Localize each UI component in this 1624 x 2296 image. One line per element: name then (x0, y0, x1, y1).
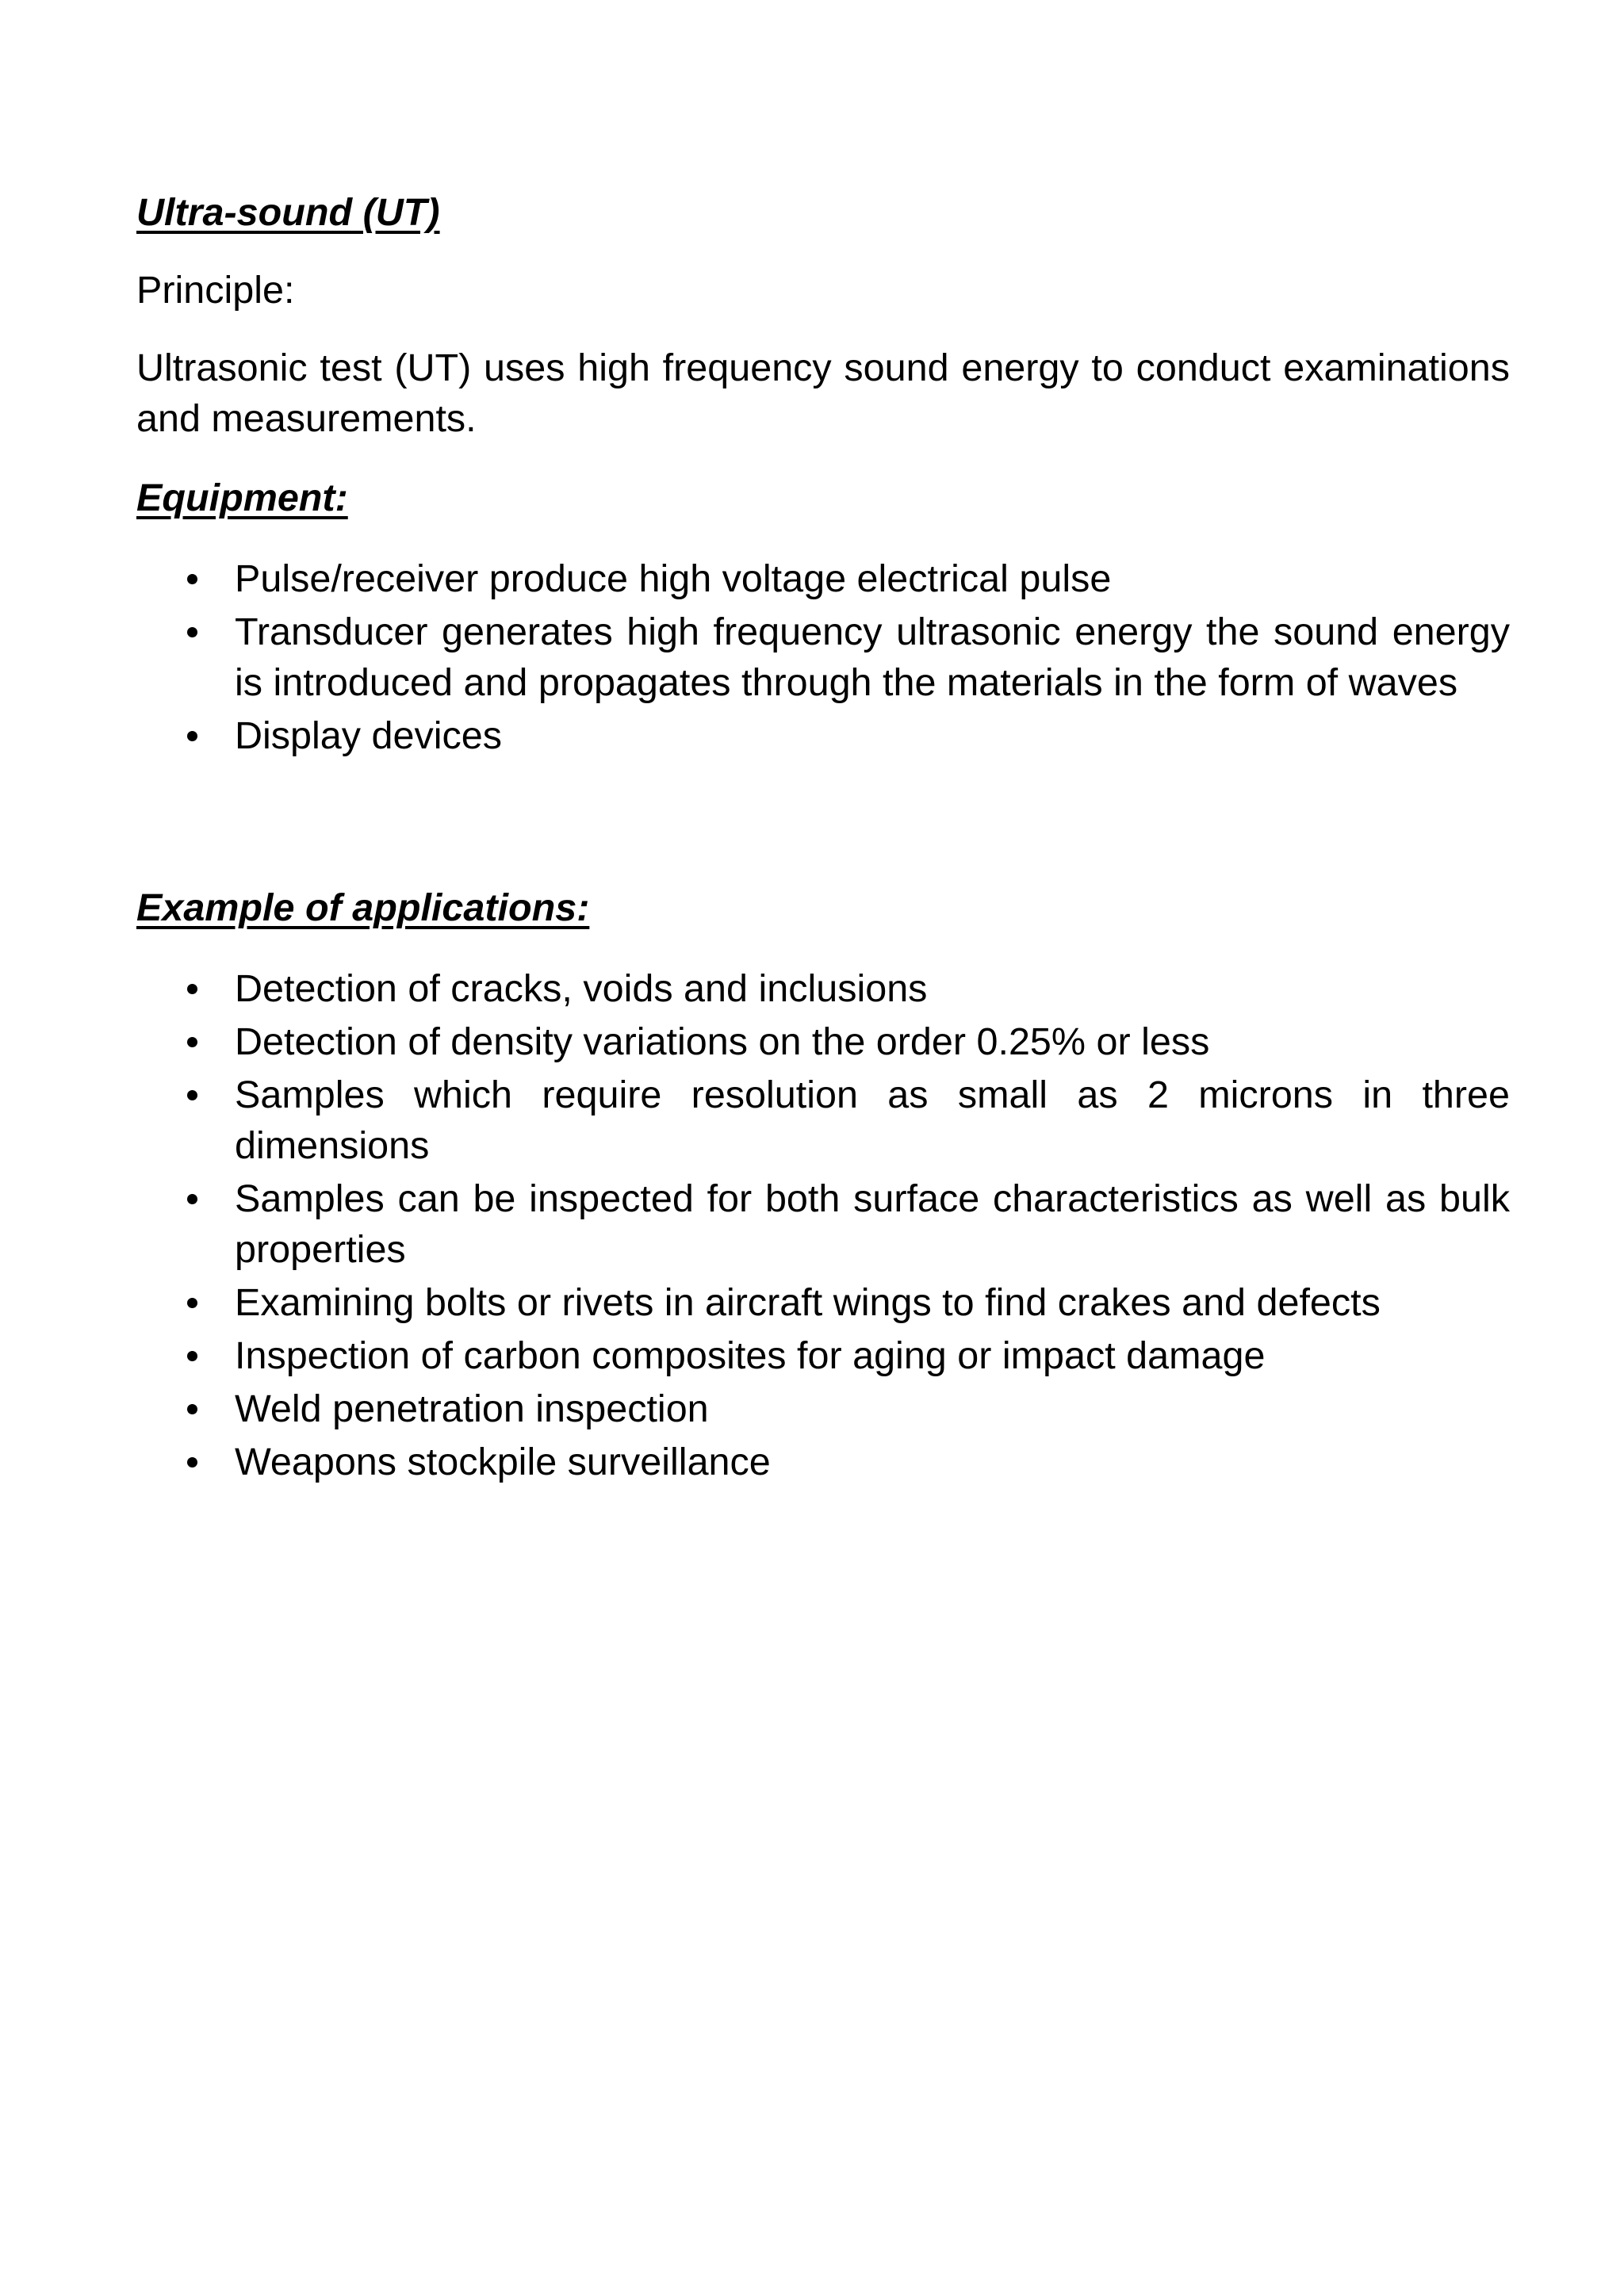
list-item (136, 553, 1510, 604)
principle-label: Principle: (136, 269, 295, 312)
list-item-text: Examining bolts or rivets in aircraft wings to find crakes and defects (235, 1281, 1381, 1324)
spacer (136, 444, 1510, 473)
list-item-text: Pulse/receiver produce high voltage electrical pulse (235, 557, 1112, 600)
bullet-icon (187, 731, 197, 741)
bullet-icon (187, 574, 197, 584)
applications-heading: Example of applications: (136, 886, 590, 929)
bullet-icon (187, 1298, 197, 1308)
bullet-icon (187, 1404, 197, 1414)
list-item (136, 1016, 1510, 1067)
document-title: Ultra-sound (UT) (136, 191, 440, 234)
list-item-text: Weapons stockpile surveillance (235, 1441, 771, 1483)
list-item-text: Transducer generates high frequency ultrasonic energy the sound energy is introduced and propagates through the materials in the form of waves (235, 610, 1510, 704)
list-item (136, 1173, 1510, 1275)
bullet-icon (187, 1194, 197, 1204)
spacer (136, 763, 1510, 882)
list-item (136, 1070, 1510, 1171)
document-page (136, 187, 1510, 1490)
list-item-text: Inspection of carbon composites for aging or impact damage (235, 1334, 1266, 1377)
applications-list (136, 963, 1510, 1487)
list-item (136, 710, 1510, 761)
equipment-list (136, 553, 1510, 761)
bullet-icon (187, 1457, 197, 1468)
list-item (136, 963, 1510, 1014)
spacer (136, 523, 1510, 553)
list-item-text: Samples which require resolution as small as 2 microns in three dimensions (235, 1073, 1510, 1167)
list-item-text: Samples can be inspected for both surface characteristics as well as bulk properties (235, 1177, 1510, 1271)
list-item (136, 1383, 1510, 1434)
list-item-text: Weld penetration inspection (235, 1387, 709, 1430)
bullet-icon (187, 1351, 197, 1361)
equipment-heading: Equipment: (136, 476, 348, 519)
list-item (136, 1437, 1510, 1487)
spacer (136, 238, 1510, 265)
bullet-icon (187, 1090, 197, 1100)
principle-text: Ultrasonic test (UT) uses high frequency sound energy to conduct examinations and measurements. (136, 346, 1510, 440)
spacer (136, 933, 1510, 963)
list-item-text: Detection of cracks, voids and inclusions (235, 967, 928, 1010)
bullet-icon (187, 1037, 197, 1047)
bullet-icon (187, 627, 197, 637)
bullet-icon (187, 984, 197, 994)
list-item-text: Detection of density variations on the order 0.25% or less (235, 1020, 1210, 1063)
spacer (136, 316, 1510, 342)
list-item (136, 1277, 1510, 1328)
list-item (136, 1330, 1510, 1381)
list-item-text: Display devices (235, 714, 502, 757)
list-item (136, 607, 1510, 708)
